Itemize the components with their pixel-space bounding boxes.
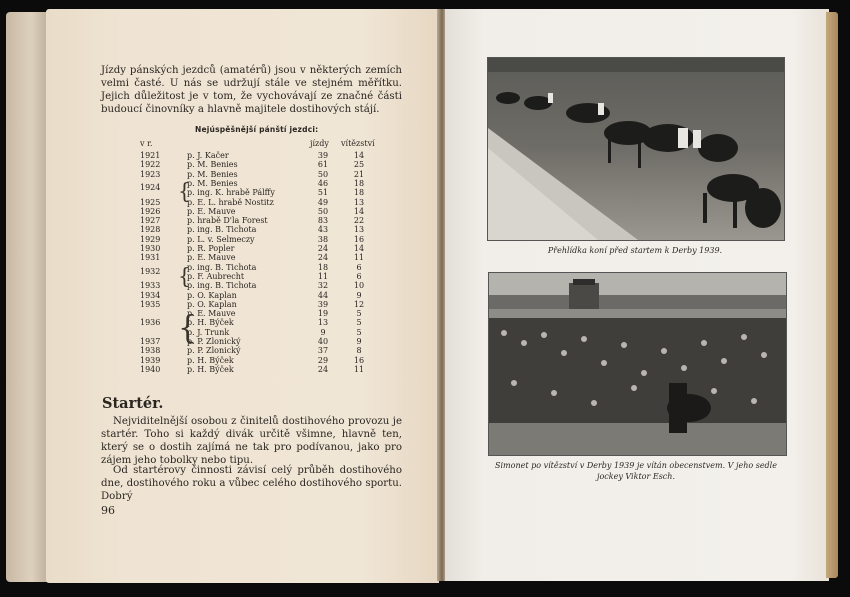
wins-cell: 8	[356, 346, 362, 356]
name-cell: p. J. Kačer	[187, 151, 229, 160]
year-cell: 1924	[140, 183, 161, 193]
name-cell: p. M. Benies	[187, 169, 238, 179]
wins-cell: 13	[353, 225, 365, 235]
year-cell: 1922	[140, 160, 161, 170]
rides-cell: 11	[317, 271, 329, 281]
wins-cell: 12	[353, 299, 365, 309]
wins-cell: 21	[353, 169, 365, 179]
photo1-caption: Přehlídka koní před startem k Derby 1939.	[547, 246, 723, 255]
name-cell: p. ing. B. Tichota	[187, 225, 257, 235]
name-cell: p. M. Benies	[187, 160, 238, 170]
year-cell: 1923	[140, 169, 161, 179]
table-title: Nejúspěšnější pánští jezdci:	[195, 125, 319, 134]
name-cell: p. ing. B. Tichota	[187, 262, 257, 272]
rides-cell: 50	[317, 169, 329, 179]
wins-cell: 11	[353, 253, 365, 263]
wins-cell: 22	[353, 216, 365, 226]
name-cell: p. O. Kaplan	[187, 290, 237, 300]
header-wins: vítězství	[341, 139, 375, 148]
rides-cell: 50	[317, 206, 329, 216]
rides-cell: 24	[317, 253, 329, 263]
rides-cell: 9	[320, 327, 326, 337]
year-cell: 1934	[140, 290, 161, 300]
name-cell: p. ing. B. Tichota	[187, 281, 257, 291]
wins-cell: 18	[353, 178, 365, 188]
year-cell: 1932	[140, 267, 161, 277]
section-heading: Startér.	[102, 395, 164, 412]
name-cell: p. L. v. Selmeczy	[187, 234, 255, 244]
rides-cell: 29	[317, 355, 329, 365]
wins-cell: 14	[353, 244, 365, 253]
rides-cell: 61	[317, 160, 329, 170]
wins-cell: 10	[353, 281, 365, 291]
rides-cell: 83	[317, 216, 329, 226]
name-cell: p. E. L. hrabě Nostitz	[187, 197, 274, 207]
book-right-edge	[826, 12, 838, 578]
wins-cell: 25	[353, 160, 365, 170]
intro-paragraph: Jízdy pánských jezdců (amatérů) jsou v některých zemích velmi časté. U nás se udržují stále ve stejném měřítku. Jejich důležitost je v tom, že vychovávají ze značné části budoucí činovníky a hlavně majitele dostihových stájí.	[101, 65, 402, 115]
name-cell: p. O. Kaplan	[187, 299, 237, 309]
name-cell: p. E. Mauve	[187, 206, 236, 216]
year-cell: 1938	[140, 346, 161, 356]
wins-cell: 9	[356, 290, 362, 300]
rides-cell: 39	[317, 299, 329, 309]
name-cell: p. E. Mauve	[187, 309, 236, 319]
year-cell: 1930	[140, 244, 161, 253]
rides-cell: 24	[317, 244, 329, 253]
year-cell: 1931	[140, 253, 161, 263]
rides-cell: 40	[317, 337, 329, 346]
wins-cell: 14	[353, 151, 365, 160]
wins-cell: 16	[353, 234, 365, 244]
year-cell: 1936	[140, 318, 161, 328]
name-cell: p. ing. K. hrabě Pálffy	[187, 188, 275, 198]
header-rides: jízdy	[310, 139, 329, 148]
brace-1936: {	[178, 310, 198, 347]
name-cell: p. E. Mauve	[187, 253, 236, 263]
rides-cell: 24	[317, 364, 329, 374]
wins-cell: 14	[353, 206, 365, 216]
starter-paragraph-1: Nejviditelnější osobou z činitelů dostihového provozu je startér. Toho si každý divák určitě všimne, hlavně ten, který se o dostih zajímá ne tak pro podívanou, jako pro zájem jeho tobolky nebo tipu.	[101, 416, 402, 466]
rides-cell: 37	[317, 346, 329, 356]
year-cell: 1933	[140, 281, 161, 291]
wins-cell: 11	[353, 364, 365, 374]
name-cell: p. H. Býček	[187, 355, 234, 365]
starter-paragraph-2: Od startérovy činnosti závisí celý průběh dostihového dne, dostihového roku a vůbec celého dostihového sportu. Dobrý	[101, 465, 402, 502]
wins-cell: 6	[356, 271, 362, 281]
rides-cell: 39	[317, 151, 329, 160]
year-cell: 1927	[140, 216, 161, 226]
wins-cell: 16	[353, 355, 365, 365]
year-cell: 1939	[140, 355, 161, 365]
photo-horse-parade	[487, 57, 785, 241]
name-cell: p. P. Zlonický	[187, 337, 241, 346]
book-left-edge	[6, 12, 48, 582]
rides-cell: 43	[317, 225, 329, 235]
rides-cell: 46	[317, 178, 329, 188]
rides-cell: 51	[317, 188, 329, 198]
year-cell: 1921	[140, 151, 161, 160]
year-cell: 1940	[140, 364, 161, 374]
wins-cell: 5	[356, 309, 362, 319]
wins-cell: 13	[353, 197, 365, 207]
year-cell: 1926	[140, 206, 161, 216]
wins-cell: 18	[353, 188, 365, 198]
rides-cell: 18	[317, 262, 329, 272]
photo2-caption: Simonet po vítězství v Derby 1939 je vítán obecenstvem. V jeho sedle jockey Viktor Esch.	[495, 461, 777, 481]
name-cell: p. H. Býček	[187, 364, 234, 374]
name-cell: p. J. Trunk	[187, 327, 230, 337]
header-year: v r.	[140, 139, 153, 148]
name-cell: p. M. Benies	[187, 178, 238, 188]
rides-cell: 19	[317, 309, 329, 319]
rides-cell: 32	[317, 281, 329, 291]
name-cell: p. hrabě D'la Forest	[187, 216, 268, 226]
rides-cell: 44	[317, 290, 329, 300]
wins-cell: 5	[356, 318, 362, 328]
wins-cell: 9	[356, 337, 362, 346]
photo-crowd-winner	[488, 272, 787, 456]
rides-cell: 38	[317, 234, 329, 244]
name-cell: p. R. Popler	[187, 244, 235, 253]
brace-1932: {	[178, 263, 191, 289]
rides-cell: 49	[317, 197, 329, 207]
wins-cell: 6	[356, 262, 362, 272]
name-cell: p. P. Zlonický	[187, 346, 241, 356]
wins-cell: 5	[356, 327, 362, 337]
year-cell: 1925	[140, 197, 161, 207]
year-cell: 1937	[140, 337, 161, 346]
name-cell: p. H. Býček	[187, 318, 234, 328]
page-number: 96	[101, 504, 115, 517]
name-cell: p. F. Aubrecht	[187, 271, 245, 281]
brace-1924: {	[178, 178, 191, 204]
year-cell: 1928	[140, 225, 161, 235]
rides-cell: 13	[317, 318, 329, 328]
year-cell: 1935	[140, 299, 161, 309]
year-cell: 1929	[140, 234, 161, 244]
